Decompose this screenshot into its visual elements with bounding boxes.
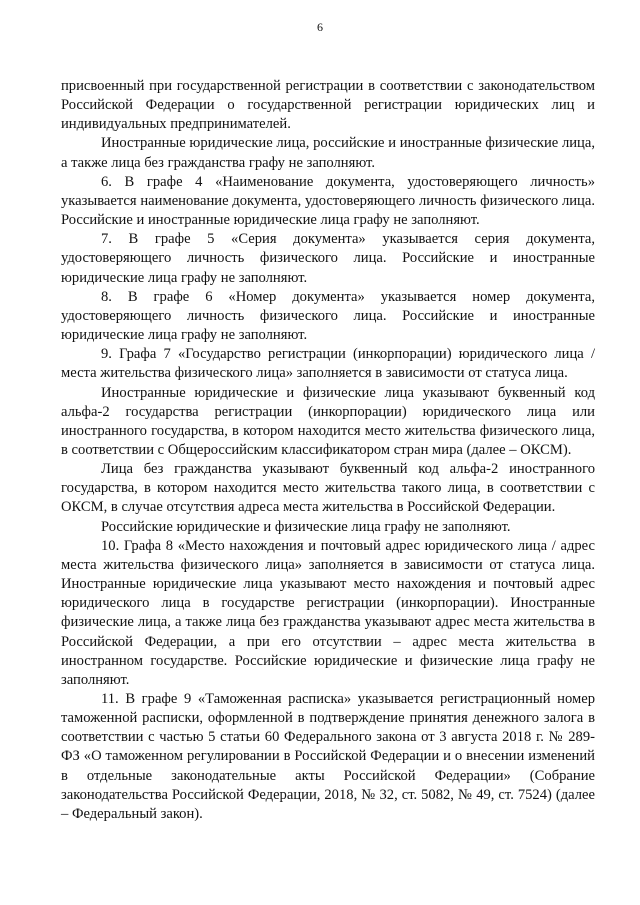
paragraph: Российские юридические и физические лица графу не заполняют. bbox=[101, 518, 511, 535]
paragraph: 6. В графе 4 «Наименование документа, удостоверяющего личность» указывается наименование документа, удостоверяющего личность физического лица. Российские и иностранные юридические лица графу не заполняют. bbox=[61, 173, 595, 229]
paragraph: 7. В графе 5 «Серия документа» указывается серия документа, удостоверяющего личность физического лица. Российские и иностранные юридические лица графу не заполняют. bbox=[61, 231, 595, 286]
page-number: 6 bbox=[317, 20, 323, 34]
document-body bbox=[61, 77, 595, 824]
paragraph: 11. В графе 9 «Таможенная расписка» указывается регистрационный номер таможенной расписки, оформленной в подтверждение принятия денежного залога в соответствии с частью 5 статьи 60 Федерального закона от 3 августа 2018 г. № 289-ФЗ «О таможенном регулировании в Российской Федерации и о внесении изменений в отдельные законодательные акты Российской Федерации» (Собрание законодательства Российской Федерации, 2018, № 32, ст. 5082, № 49, ст. 7524) (далее – Федеральный закон). bbox=[61, 691, 595, 822]
paragraph: Лица без гражданства указывают буквенный код альфа-2 иностранного государства, в котором находится место жительства такого лица, в соответствии с ОКСМ, в случае отсутствия адреса места жительства в Российской Федерации. bbox=[61, 461, 595, 516]
paragraph: Иностранные юридические и физические лица указывают буквенный код альфа-2 государства регистрации (инкорпорации) юридического лица или иностранного государства, в котором находится место жительства физического лица, в соответствии с Общероссийским классификатором стран мира (далее – ОКСМ). bbox=[61, 384, 595, 458]
paragraph: Иностранные юридические лица, российские и иностранные физические лица, а также лица без гражданства графу не заполняют. bbox=[61, 135, 595, 171]
paragraph: 9. Графа 7 «Государство регистрации (инкорпорации) юридического лица / места жительства физического лица» заполняется в зависимости от статуса лица. bbox=[61, 346, 595, 382]
paragraph: 8. В графе 6 «Номер документа» указывается номер документа, удостоверяющего личность физического лица. Российские и иностранные юридические лица графу не заполняют. bbox=[61, 288, 595, 344]
paragraph: присвоенный при государственной регистрации в соответствии с законодательством Российской Федерации о государственной регистрации юридических лиц и индивидуальных предпринимателей. bbox=[61, 78, 595, 133]
paragraph: 10. Графа 8 «Место нахождения и почтовый адрес юридического лица / адрес места жительства физического лица» заполняется в зависимости от статуса лица. Иностранные юридические лица указывают место нахождения и почтовый адрес юридического лица в государстве регистрации (инкорпорации). Иностранные физические лица, а также лица без гражданства указывают адрес места жительства в Российской Федерации, а при его отсутствии – адрес места жительства в иностранном государстве. Российские юридические и физические лица графу не заполняют. bbox=[61, 537, 595, 688]
